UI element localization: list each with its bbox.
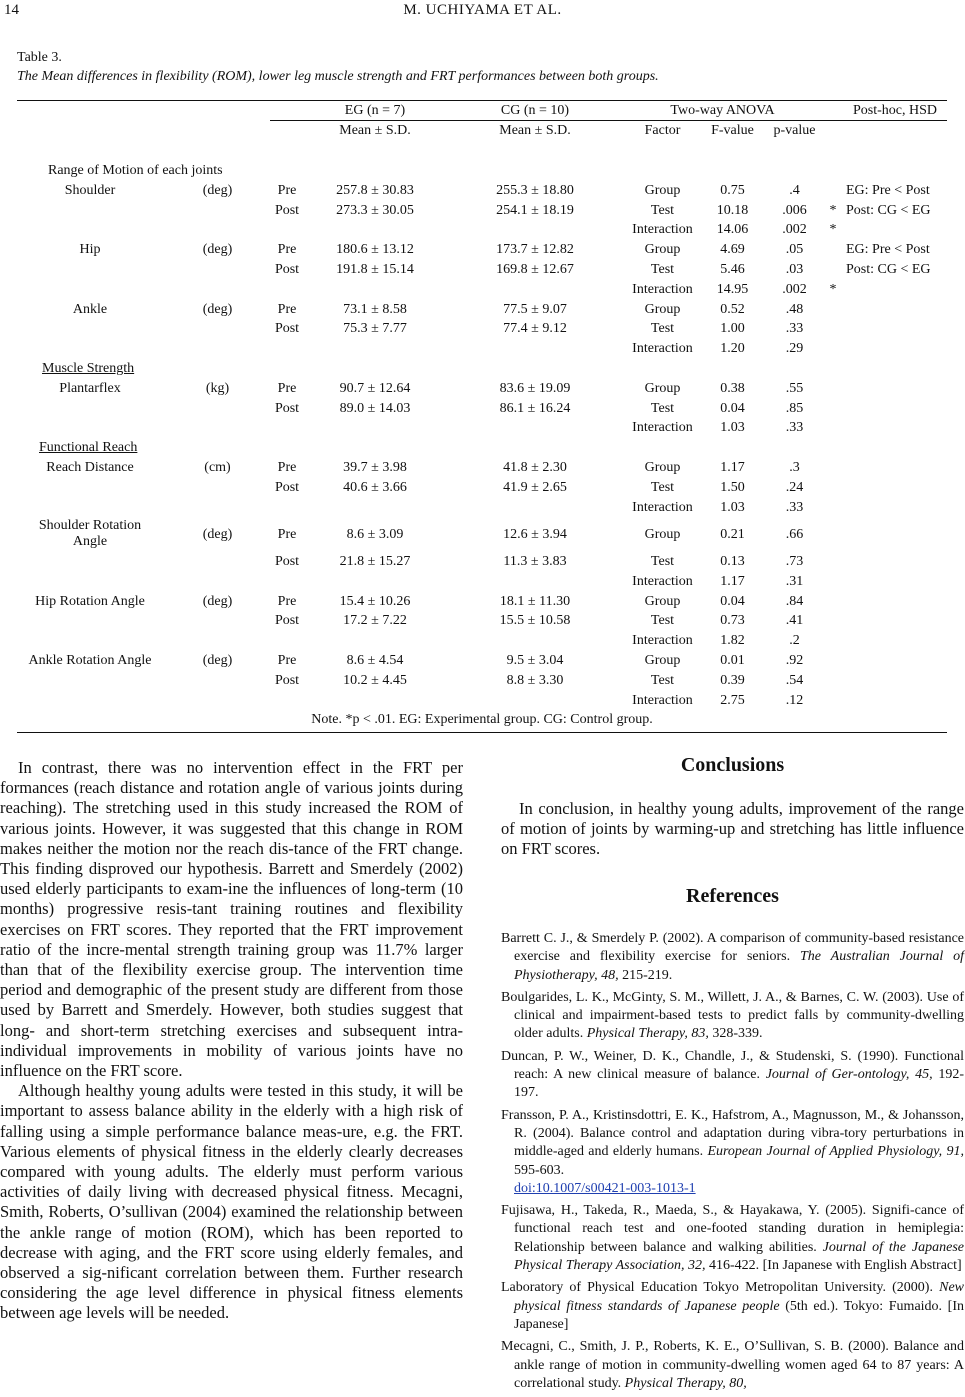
table-cell-factor: Interaction <box>632 633 693 648</box>
header-anova: Two-way ANOVA <box>670 103 775 118</box>
table-cell-cg: 77.4 ± 9.12 <box>503 321 567 336</box>
table-cell-eg: 89.0 ± 14.03 <box>339 401 411 416</box>
table-cell-p: .002 <box>782 222 807 237</box>
table-cell-eg: 21.8 ± 15.27 <box>339 554 411 569</box>
table-cell-f: 0.38 <box>720 381 745 396</box>
table-cell-factor: Interaction <box>632 500 693 515</box>
table-cell-measure: Reach Distance <box>46 460 134 475</box>
conclusions-paragraph: In conclusion, in healthy young adults, improvement of the range of motion of joints by warming-up and stretching has little influence on FRT scores. <box>501 799 964 859</box>
table-cell-cg: 41.8 ± 2.30 <box>503 460 567 475</box>
table-cell-cg: 11.3 ± 3.83 <box>503 554 567 569</box>
header-mean-sd-cg: Mean ± S.D. <box>499 123 571 138</box>
table-cell-time: Post <box>274 321 300 336</box>
table-cell-measure: Ankle Rotation Angle <box>28 653 152 668</box>
body-left-column <box>0 758 463 1324</box>
table-cell-time: Post <box>274 554 300 569</box>
table-cell-factor: Test <box>650 673 675 688</box>
reference-item <box>501 1279 964 1334</box>
reference-text: Duncan, P. W., Weiner, D. K., Chandle, J., & Studenski, S. (1990). Functional reach: A new clinical measure of balance. <box>501 1048 964 1083</box>
table-cell-eg: 39.7 ± 3.98 <box>343 460 407 475</box>
reference-item <box>501 1048 964 1103</box>
table-cell-factor: Group <box>644 242 681 257</box>
table-cell-eg: 180.6 ± 13.12 <box>336 242 414 257</box>
table-cell-time: Post <box>274 262 300 277</box>
reference-pages: 328-339. <box>708 1026 763 1042</box>
table-cell-unit: (deg) <box>202 242 233 257</box>
reference-text: Boulgarides, L. K., McGinty, S. M., Willett, J. A., & Barnes, C. W. (2003). Use of clinical and impairment-based tests to predict falls by community-dwelling older adults. <box>501 989 964 1042</box>
section-muscle-strength: Muscle Strength <box>42 361 135 376</box>
table-cell-factor: Group <box>644 594 681 609</box>
table-cell-posthoc: EG: Pre < Post <box>846 242 930 257</box>
table-cell-factor: Group <box>644 381 681 396</box>
table-cell-cg: 8.8 ± 3.30 <box>506 673 564 688</box>
table-cell-eg: 8.6 ± 3.09 <box>346 527 404 542</box>
table-cell-p: .29 <box>785 341 804 356</box>
table-cell-measure: Shoulder <box>64 183 116 198</box>
table-cell-measure: Hip <box>79 242 101 257</box>
table-cell-f: 1.82 <box>720 633 745 648</box>
table-cell-sig: * <box>829 222 837 237</box>
doi-link[interactable]: doi:10.1007/s00421-003-1013-1 <box>514 1180 696 1196</box>
table-cell-time: Pre <box>277 594 297 609</box>
reference-pages: 416-422. [In Japanese with English Abstract] <box>705 1258 962 1274</box>
reference-source: Journal of Ger-ontology, 45, <box>765 1067 933 1083</box>
reference-pages: 215-219. <box>618 967 673 983</box>
table-cell-factor: Group <box>644 183 681 198</box>
table-cell-p: .31 <box>785 574 804 589</box>
reference-source: The Australian Journal of Physiotherapy, 48, <box>514 949 964 983</box>
table-cell-sig: * <box>829 203 837 218</box>
section-functional-reach: Functional Reach <box>39 440 138 455</box>
table-cell-f: 0.75 <box>720 183 745 198</box>
table-label: Table 3. <box>17 50 62 65</box>
table-caption: The Mean differences in flexibility (ROM), lower leg muscle strength and FRT performances between both groups. <box>17 69 659 84</box>
table-cell-p: .54 <box>785 673 804 688</box>
header-cg: CG (n = 10) <box>500 103 570 118</box>
table-cell-factor: Interaction <box>632 693 693 708</box>
reference-text: Laboratory of Physical Education Tokyo Metropolitan University. (2000). <box>501 1280 940 1296</box>
table-cell-time: Pre <box>277 302 297 317</box>
table-cell-f: 2.75 <box>720 693 745 708</box>
table-cell-cg: 169.8 ± 12.67 <box>496 262 574 277</box>
table-cell-factor: Interaction <box>632 341 693 356</box>
table-cell-measure: Shoulder Rotation Angle <box>38 518 142 549</box>
table-cell-eg: 273.3 ± 30.05 <box>336 203 414 218</box>
table-cell-f: 0.39 <box>720 673 745 688</box>
table-cell-eg: 17.2 ± 7.22 <box>343 613 407 628</box>
header-fvalue: F-value <box>711 123 754 138</box>
running-title: M. UCHIYAMA ET AL. <box>403 2 562 18</box>
table-cell-cg: 9.5 ± 3.04 <box>506 653 564 668</box>
table-cell-unit: (deg) <box>202 302 233 317</box>
header-mean-sd-eg: Mean ± S.D. <box>339 123 411 138</box>
table-cell-posthoc: EG: Pre < Post <box>846 183 930 198</box>
conclusions-heading: Conclusions <box>680 754 785 776</box>
table-cell-f: 14.06 <box>716 222 749 237</box>
table-cell-factor: Test <box>650 321 675 336</box>
table-cell-p: .66 <box>785 527 804 542</box>
table-cell-cg: 173.7 ± 12.82 <box>496 242 574 257</box>
table-cell-factor: Test <box>650 613 675 628</box>
table-cell-time: Post <box>274 203 300 218</box>
reference-item <box>501 930 964 985</box>
table-cell-cg: 254.1 ± 18.19 <box>496 203 574 218</box>
table-cell-eg: 191.8 ± 15.14 <box>336 262 414 277</box>
table-cell-p: .84 <box>785 594 804 609</box>
table-cell-unit: (deg) <box>202 527 233 542</box>
table-cell-eg: 90.7 ± 12.64 <box>339 381 411 396</box>
table-cell-time: Pre <box>277 183 297 198</box>
reference-source: Physical Therapy, 83, <box>586 1026 709 1042</box>
table-cell-f: 0.13 <box>720 554 745 569</box>
table-cell-unit: (cm) <box>204 460 231 475</box>
table-cell-factor: Group <box>644 460 681 475</box>
table-cell-eg: 15.4 ± 10.26 <box>339 594 411 609</box>
reference-text: Fransson, P. A., Kristinsdottri, E. K., Hafstrom, A., Magnusson, M., & Johansson, R. (2004). Balance control and adaptation during vibra-tory perturbations in middle-aged and elderly humans. <box>501 1107 964 1160</box>
reference-text: Mecagni, C., Smith, J. P., Roberts, K. E., O’Sullivan, S. B. (2000). Balance and ankle range of motion in community-dwelling women aged 64 to 87 years: A correlational study. <box>501 1339 964 1391</box>
table-cell-time: Pre <box>277 653 297 668</box>
table-cell-eg: 73.1 ± 8.58 <box>343 302 407 317</box>
table-cell-posthoc: Post: CG < EG <box>846 262 931 277</box>
table-cell-p: .48 <box>785 302 804 317</box>
table-cell-f: 1.50 <box>720 480 745 495</box>
table-cell-factor: Test <box>650 480 675 495</box>
section-rom: Range of Motion of each joints <box>48 163 223 178</box>
table-header-rule <box>270 120 947 121</box>
table-cell-measure: Hip Rotation Angle <box>35 594 145 609</box>
table-cell-p: .24 <box>785 480 804 495</box>
table-cell-measure: Ankle <box>72 302 108 317</box>
table-cell-cg: 255.3 ± 18.80 <box>496 183 574 198</box>
header-factor: Factor <box>644 123 681 138</box>
table-cell-sig: * <box>829 282 837 297</box>
header-pvalue: p-value <box>773 123 816 138</box>
table-cell-time: Post <box>274 673 300 688</box>
reference-pages: (5th ed.). Tokyo: Fumaido. [In Japanese] <box>514 1298 965 1332</box>
table-cell-f: 0.04 <box>720 401 745 416</box>
reference-source: New physical fitness standards of Japanese people <box>514 1280 964 1314</box>
table-cell-f: 1.00 <box>720 321 745 336</box>
table-cell-factor: Group <box>644 302 681 317</box>
header-eg: EG (n = 7) <box>344 103 406 118</box>
table-cell-factor: Test <box>650 262 675 277</box>
reference-item <box>501 1107 964 1198</box>
references-heading: References <box>686 885 779 907</box>
table-bottom-rule <box>17 732 947 733</box>
table-cell-cg: 83.6 ± 19.09 <box>499 381 571 396</box>
table-cell-posthoc: Post: CG < EG <box>846 203 931 218</box>
table-cell-eg: 8.6 ± 4.54 <box>346 653 404 668</box>
table-cell-unit: (deg) <box>202 594 233 609</box>
table-cell-cg: 77.5 ± 9.07 <box>503 302 567 317</box>
table-cell-f: 1.03 <box>720 420 745 435</box>
table-cell-time: Pre <box>277 527 297 542</box>
table-cell-p: .92 <box>785 653 804 668</box>
running-header <box>0 0 965 24</box>
table-cell-time: Post <box>274 480 300 495</box>
table-cell-unit: (deg) <box>202 653 233 668</box>
table-cell-cg: 41.9 ± 2.65 <box>503 480 567 495</box>
table-cell-p: .33 <box>785 321 804 336</box>
table-cell-f: 10.18 <box>716 203 749 218</box>
table-cell-measure: Plantarflex <box>59 381 121 396</box>
table-cell-cg: 18.1 ± 11.30 <box>499 594 571 609</box>
header-posthoc: Post-hoc, HSD <box>852 103 937 118</box>
table-cell-p: .85 <box>785 401 804 416</box>
table-cell-p: .3 <box>789 460 800 475</box>
reference-item <box>501 1338 964 1393</box>
table-cell-p: .33 <box>785 420 804 435</box>
table-cell-p: .2 <box>789 633 800 648</box>
table-cell-p: .12 <box>785 693 804 708</box>
table-cell-factor: Test <box>650 554 675 569</box>
reference-text: Barrett C. J., & Smerdely P. (2002). A comparison of community-based resistance exercise and flexibility exercise for seniors. <box>501 931 964 965</box>
reference-pages: 595-603. <box>514 1162 565 1178</box>
table-cell-eg: 40.6 ± 3.66 <box>343 480 407 495</box>
table-cell-p: .006 <box>782 203 807 218</box>
table-cell-p: .4 <box>789 183 800 198</box>
table-cell-p: .41 <box>785 613 804 628</box>
reference-text: Fujisawa, H., Takeda, R., Maeda, S., & Hayakawa, Y. (2005). Signifi-cance of functional reach test and one-footed standing duration in hemiplegia: Relationship between balance and walking abilities. <box>501 1203 964 1255</box>
table-cell-p: .33 <box>785 500 804 515</box>
table-cell-f: 1.20 <box>720 341 745 356</box>
table-cell-eg: 257.8 ± 30.83 <box>336 183 414 198</box>
table-cell-time: Pre <box>277 460 297 475</box>
table-cell-unit: (kg) <box>205 381 230 396</box>
table-cell-unit: (deg) <box>202 183 233 198</box>
table-cell-p: .73 <box>785 554 804 569</box>
references-list <box>501 930 964 1397</box>
reference-source: Physical Therapy, 80, <box>624 1375 747 1391</box>
table-cell-factor: Interaction <box>632 222 693 237</box>
table-cell-f: 0.01 <box>720 653 745 668</box>
table-cell-f: 0.21 <box>720 527 745 542</box>
table-cell-factor: Group <box>644 653 681 668</box>
page-number: 14 <box>4 2 19 18</box>
table-cell-time: Pre <box>277 381 297 396</box>
table-cell-cg: 15.5 ± 10.58 <box>499 613 571 628</box>
table-cell-eg: 75.3 ± 7.77 <box>343 321 407 336</box>
table-cell-p: .002 <box>782 282 807 297</box>
table-cell-p: .05 <box>785 242 804 257</box>
table-cell-factor: Interaction <box>632 282 693 297</box>
table-cell-p: .55 <box>785 381 804 396</box>
reference-source: European Journal of Applied Physiology, 91, <box>707 1144 964 1160</box>
reference-pages: 192-197. <box>514 1067 964 1101</box>
table-top-rule <box>17 100 947 101</box>
body-paragraph: In contrast, there was no intervention effect in the FRT per formances (reach distance and rotation angle of various joints during reaching). The stretching used in this study increased the ROM of various joints. However, it was suggested that this change in ROM makes neither the motion nor the reach dis-tance of the FRT change. This finding disproved our hypothesis. Barrett and Smerdely (2002) used elderly participants to exam-ine the influences of long-term (10 months) progressive resis-tant training routines and flexibility exercises on FRT scores. They reported that the FRT improvement ratio of the incre-mental strength training group was 11.7% larger than that of the flexibility exercise group. The intervention time period and demographic of the present study are different from those used by Barrett and Smerdely. However, both studies suggest that long- and short-term stretching exercises and subsequent intra-individual improvements in mobility of various joints have no influence on the FRT score. <box>0 758 463 1081</box>
table-note: Note. *p < .01. EG: Experimental group. CG: Control group. <box>311 712 653 727</box>
table-cell-f: 1.03 <box>720 500 745 515</box>
table-cell-f: 1.17 <box>720 574 745 589</box>
table-cell-f: 0.52 <box>720 302 745 317</box>
conclusions-section <box>501 799 964 860</box>
reference-item <box>501 1202 964 1275</box>
reference-item <box>501 989 964 1044</box>
table-cell-factor: Test <box>650 401 675 416</box>
table-cell-factor: Group <box>644 527 681 542</box>
table-cell-factor: Test <box>650 203 675 218</box>
table-cell-f: 14.95 <box>716 282 749 297</box>
table-cell-time: Post <box>274 613 300 628</box>
table-cell-eg: 10.2 ± 4.45 <box>343 673 407 688</box>
table-cell-p: .03 <box>785 262 804 277</box>
table-cell-cg: 86.1 ± 16.24 <box>499 401 571 416</box>
body-paragraph: Although healthy young adults were tested in this study, it will be important to assess balance ability in the elderly with a high risk of falling using a simple performance balance meas-ure, e.g. the FRT. Various elements of physical fitness in the elderly clearly decreases compared with young adults. The elderly must perform various activities of daily living with decreased physical fitness. Mecagni, Smith, Roberts, O’sullivan (2004) examined the relationship between the ankle range of motion (ROM), which has been reported to decrease with aging, and the FRT score using elderly females, and observed a sig-nificant correlation between them. Further research considering the age level difference in physical fitness elements between age levels will be needed. <box>0 1081 463 1323</box>
table-cell-f: 0.73 <box>720 613 745 628</box>
table-cell-factor: Interaction <box>632 574 693 589</box>
table-cell-time: Pre <box>277 242 297 257</box>
table-cell-f: 4.69 <box>720 242 745 257</box>
table-cell-f: 1.17 <box>720 460 745 475</box>
table-cell-f: 5.46 <box>720 262 745 277</box>
reference-source: Journal of the Japanese Physical Therapy Association, 32, <box>514 1239 964 1274</box>
table-cell-cg: 12.6 ± 3.94 <box>503 527 567 542</box>
table-cell-time: Post <box>274 401 300 416</box>
table-cell-factor: Interaction <box>632 420 693 435</box>
table-cell-f: 0.04 <box>720 594 745 609</box>
